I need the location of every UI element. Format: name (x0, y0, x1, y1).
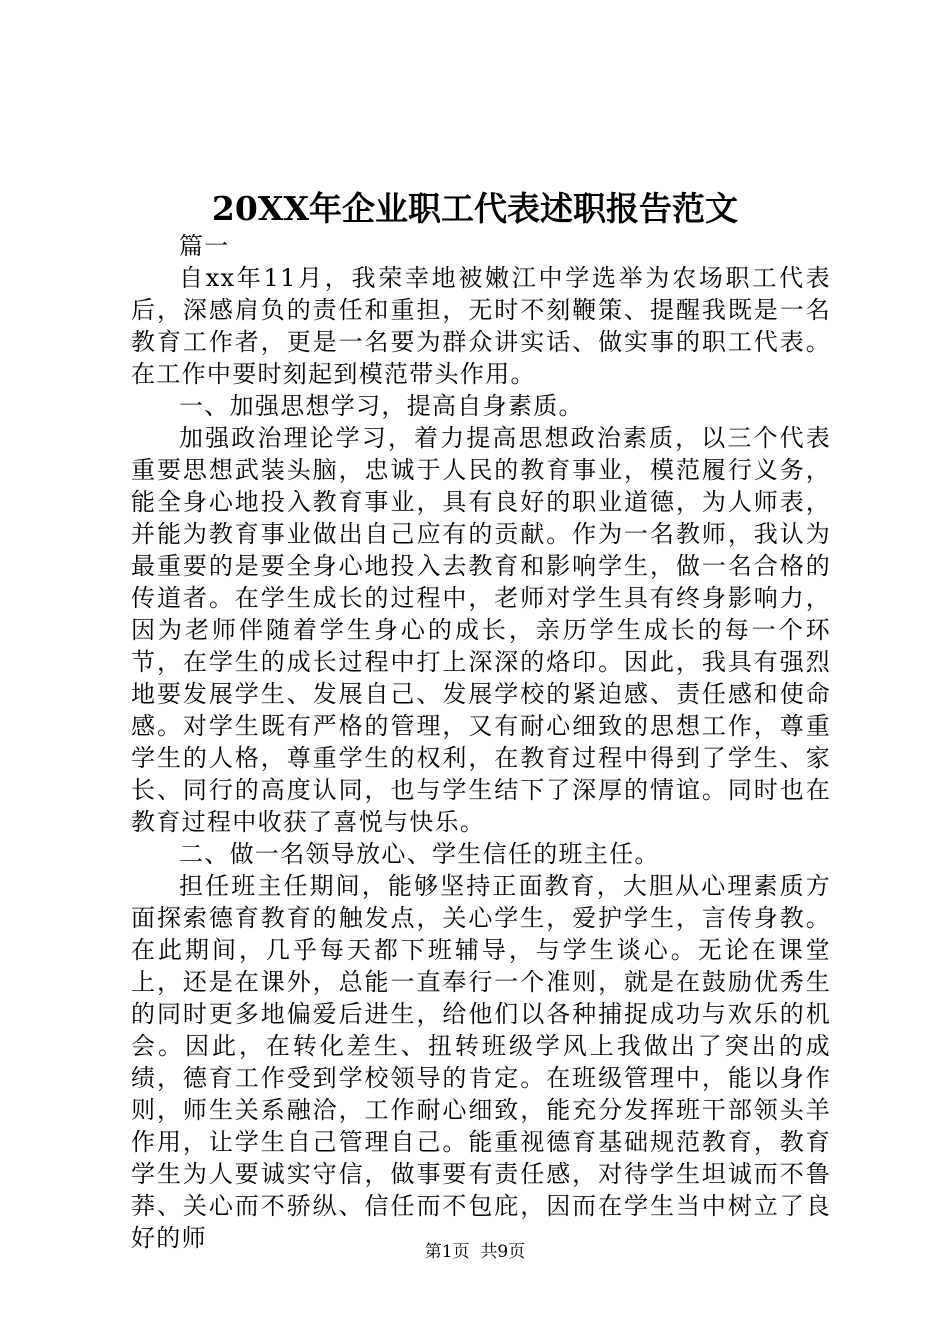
paragraph-study: 加强政治理论学习，着力提高思想政治素质，以三个代表重要思想武装头脑，忠诚于人民的教育事业，模范履行义务，能全身心地投入教育事业，具有良好的职业道德，为人师表，并能为教育事业做出自己应有的贡献。作为一名教师，我认为最重要的是要全身心地投入去教育和影响学生，做一名合格的传道者。在学生成长的过程中，老师对学生具有终身影响力，因为老师伴随着学生身心的成长，亲历学生成长的每一个环节，在学生的成长过程中打上深深的烙印。因此，我具有强烈地要发展学生、发展自己、发展学校的紧迫感、责任感和使命感。对学生既有严格的管理，又有耐心细致的思想工作，尊重学生的人格，尊重学生的权利，在教育过程中得到了学生、家长、同行的高度认同，也与学生结下了深厚的情谊。同时也在教育过程中收获了喜悦与快乐。 (131, 424, 831, 836)
page-number: 第1页 (424, 1242, 470, 1262)
document-body (131, 230, 831, 1254)
section-heading-2: 二、做一名领导放心、学生信任的班主任。 (179, 840, 660, 868)
section-heading-1: 一、加强思想学习，提高自身素质。 (179, 392, 584, 420)
document-title: 20XX年企业职工代表述职报告范文 (211, 189, 739, 228)
page-footer (0, 1240, 950, 1264)
paragraph-intro: 自xx年11月，我荣幸地被嫩江中学选举为农场职工代表后，深感肩负的责任和重担，无时不刻鞭策、提醒我既是一名教育工作者，更是一名要为群众讲实话、做实事的职工代表。在工作中要时刻起到模范带头作用。 (131, 264, 831, 388)
page-total: 共9页 (480, 1242, 526, 1262)
section-label: 篇一 (179, 232, 230, 260)
paragraph-class-teacher: 担任班主任期间，能够坚持正面教育，大胆从心理素质方面探索德育教育的触发点，关心学生，爱护学生，言传身教。在此期间，几乎每天都下班辅导，与学生谈心。无论在课堂上，还是在课外，总能一直奉行一个准则，就是在鼓励优秀生的同时更多地偏爱后进生，给他们以各种捕捉成功与欢乐的机会。因此，在转化差生、扭转班级学风上我做出了突出的成绩，德育工作受到学校领导的肯定。在班级管理中，能以身作则，师生关系融洽，工作耐心细致，能充分发挥班干部领头羊作用，让学生自己管理自己。能重视德育基础规范教育，教育学生为人要诚实守信，做事要有责任感，对待学生坦诚而不鲁莽、关心而不骄纵、信任而不包庇，因而在学生当中树立了良好的师 (131, 872, 831, 1252)
